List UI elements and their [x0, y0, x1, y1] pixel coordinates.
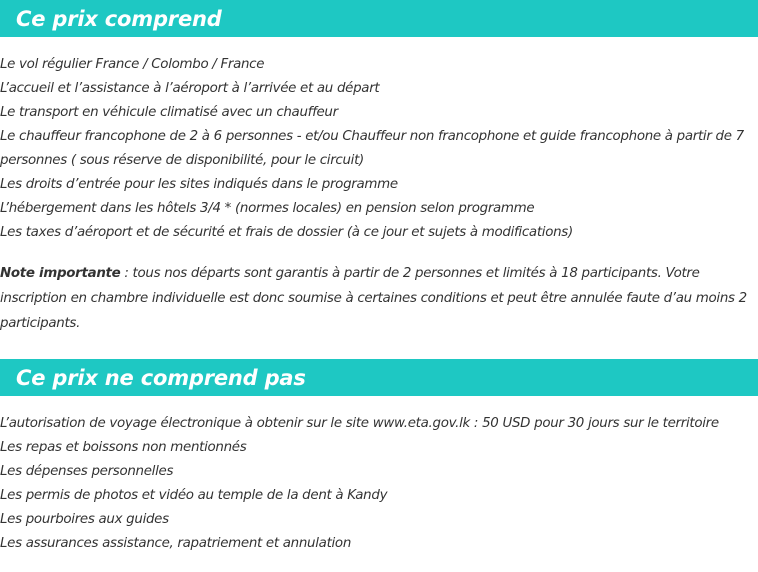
excluded-item: Les dépenses personnelles [0, 464, 174, 479]
excluded-item: Les pourboires aux guides [0, 512, 169, 527]
excluded-section-header [0, 359, 758, 396]
important-note-label: Note importante [0, 266, 121, 281]
excluded-item: Les permis de photos et vidéo au temple de la dent à Kandy [0, 488, 388, 503]
excluded-item: Les assurances assistance, rapatriement et annulation [0, 536, 352, 551]
included-section-header [0, 0, 758, 37]
excluded-item: L’autorisation de voyage électronique à obtenir sur le site www.eta.gov.lk : 50 USD pour 30 jours sur le territoire [0, 416, 719, 431]
included-item: L’hébergement dans les hôtels 3/4 * (normes locales) en pension selon programme [0, 201, 535, 216]
important-note [0, 261, 750, 336]
included-item: Le vol régulier France / Colombo / France [0, 57, 265, 72]
excluded-section-title: Ce prix ne comprend pas [16, 365, 306, 390]
excluded-items-list [0, 412, 750, 556]
included-item: Le transport en véhicule climatisé avec un chauffeur [0, 105, 338, 120]
included-item: L’accueil et l’assistance à l’aéroport à l’arrivée et au départ [0, 81, 380, 96]
included-section-title: Ce prix comprend [16, 6, 222, 31]
included-items-list [0, 53, 750, 245]
included-item: Les taxes d’aéroport et de sécurité et frais de dossier (à ce jour et sujets à modifications) [0, 225, 573, 240]
included-item: Les droits d’entrée pour les sites indiqués dans le programme [0, 177, 398, 192]
important-note-text: : tous nos départs sont garantis à partir de 2 personnes et limités à 18 participants. Votre inscription en chambre individuelle est donc soumise à certaines conditions et peut être annulée faute d’au moins 2 participants. [0, 266, 747, 331]
included-item: Le chauffeur francophone de 2 à 6 personnes - et/ou Chauffeur non francophone et guide francophone à partir de 7 personnes ( sous réserve de disponibilité, pour le circuit) [0, 129, 744, 168]
excluded-item: Les repas et boissons non mentionnés [0, 440, 247, 455]
